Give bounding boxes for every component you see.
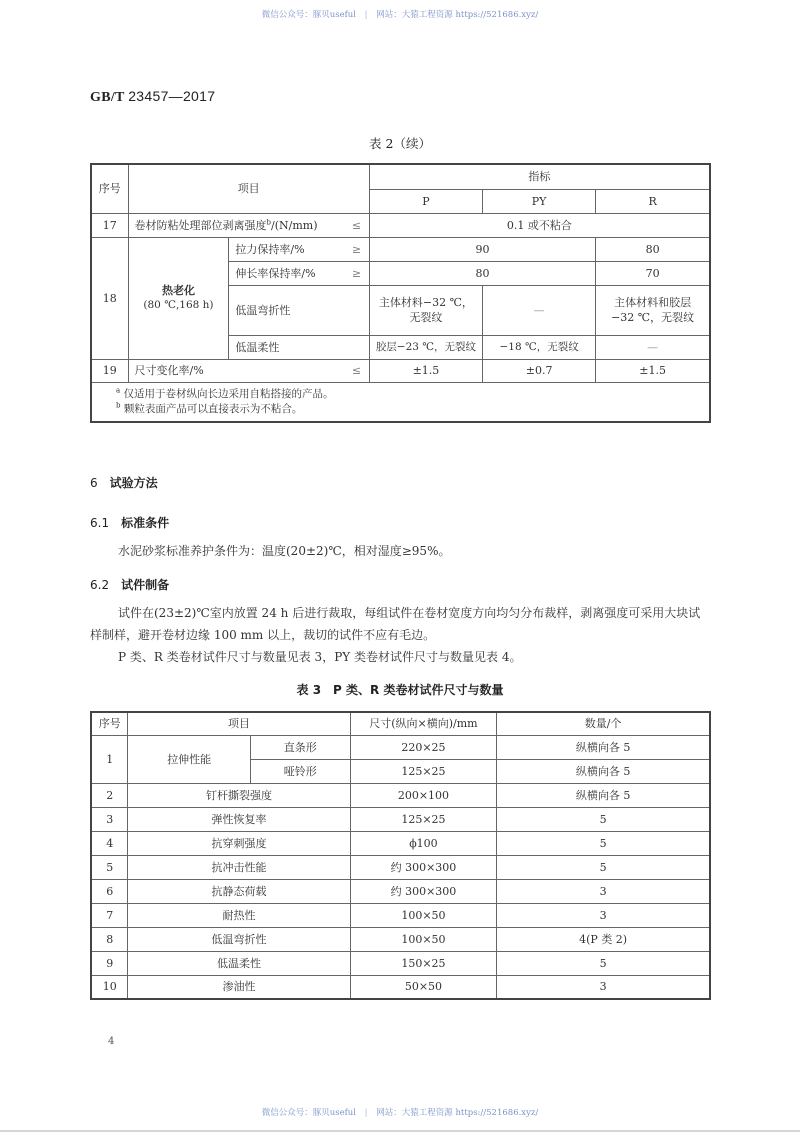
row-item: 耐热性 [128,903,350,927]
item-text: 卷材防粘处理部位剥离强度 [134,218,267,232]
table-row [91,927,710,951]
r-value: 主体材料和胶层−32 ℃，无裂纹 [596,285,710,335]
row-item [128,213,344,237]
row-item: 尺寸变化率/% [128,359,344,382]
py-value: −18 ℃，无裂纹 [483,335,596,359]
sub-item: 伸长率保持率/% [229,261,344,285]
row-item: 抗冲击性能 [128,855,350,879]
row-seq: 7 [91,903,128,927]
row-seq: 18 [91,237,128,359]
quantity-value: 3 [497,903,710,927]
item-unit: /(N/mm) [271,218,318,232]
py-value: — [483,285,596,335]
section-number: 6 [90,476,98,490]
quantity-value: 4(P 类 2) [497,927,710,951]
quantity-value: 纵横向各 5 [497,759,710,783]
quantity-value: 3 [497,879,710,903]
sub-item: 低温弯折性 [229,285,369,335]
size-value: 约 300×300 [350,855,497,879]
quantity-value: 5 [497,807,710,831]
py-value: ±0.7 [483,359,596,382]
watermark-wechat: 微信公众号：豚贝useful [261,10,356,20]
watermark-website: 网站：大猿工程资源 https://521686.xyz/ [376,1108,539,1118]
table2-caption: 表 2（续） [369,136,431,151]
watermark-separator: | [364,10,368,20]
header-py: PY [483,189,596,213]
footnote-mark: b [116,401,121,409]
sub-item: 低温柔性 [229,335,369,359]
footnote-text: 颗粒表面产品可以直接表示为不粘合。 [123,402,303,415]
row-item: 渗油性 [128,975,350,999]
r-value: 70 [596,261,710,285]
section-title: 试件制备 [121,578,170,592]
watermark-separator: | [364,1108,368,1118]
row-seq: 4 [91,831,128,855]
footnote-a [116,387,709,402]
quantity-value: 3 [497,975,710,999]
standard-code: GB/T [90,90,125,105]
footnote-b [116,402,709,417]
page-number: 4 [108,1036,115,1047]
table-row [91,807,710,831]
footnote-ref: b [266,217,272,226]
size-value: 约 300×300 [350,879,497,903]
size-value: 50×50 [350,975,497,999]
r-value: 80 [596,237,710,261]
section-6-1-text: 水泥砂浆标准养护条件为：温度(20±2)℃，相对湿度≥95%。 [118,544,451,558]
header-indicator: 指标 [369,164,710,189]
size-value: 220×25 [350,735,497,759]
size-value: 125×25 [350,759,497,783]
row-seq: 9 [91,951,128,975]
row-item: 钉杆撕裂强度 [128,783,350,807]
section-title: 试验方法 [109,476,158,490]
row-item: 弹性恢复率 [128,807,350,831]
table3-caption: 表 3 P 类、R 类卷材试件尺寸与数量 [296,683,504,697]
p-py-value: 80 [369,261,595,285]
section-6-1-heading [90,514,169,531]
size-value: 100×50 [350,927,497,951]
p-value: 主体材料−32 ℃，无裂纹 [369,285,482,335]
section-6-2-heading [90,576,169,593]
size-value: ϕ100 [350,831,497,855]
top-watermark [0,8,800,20]
section-6-heading [90,474,158,491]
header-quantity: 数量/个 [497,712,710,735]
group-title: 热老化 [161,284,195,297]
row-seq: 3 [91,807,128,831]
header-seq: 序号 [91,164,128,213]
le-symbol: ≤ [344,213,369,237]
standard-id [90,88,215,106]
quantity-value: 纵横向各 5 [497,735,710,759]
size-value: 200×100 [350,783,497,807]
size-value: 125×25 [350,807,497,831]
quantity-value: 纵横向各 5 [497,783,710,807]
header-seq: 序号 [91,712,128,735]
table-row [91,903,710,927]
group-condition: (80 ℃,168 h) [143,299,214,311]
footnotes [91,382,710,422]
table-row [91,975,710,999]
table-row [91,359,710,382]
p-value: 胶层−23 ℃，无裂纹 [369,335,482,359]
footnote-mark: a [116,386,121,394]
footnote-text: 仅适用于卷材纵向长边采用自粘搭接的产品。 [123,387,334,400]
quantity-value: 5 [497,855,710,879]
section-6-2-para2: P 类、R 类卷材试件尺寸与数量见表 3，PY 类卷材试件尺寸与数量见表 4。 [118,650,522,664]
p-value: ±1.5 [369,359,482,382]
standard-number: 23457—2017 [128,88,216,104]
row-seq: 10 [91,975,128,999]
table-row [91,735,710,759]
header-p: P [369,189,482,213]
header-r: R [596,189,710,213]
row-seq: 6 [91,879,128,903]
size-value: 100×50 [350,903,497,927]
table3 [90,711,711,1000]
row-seq: 5 [91,855,128,879]
r-value: ±1.5 [596,359,710,382]
size-value: 150×25 [350,951,497,975]
row-seq: 1 [91,735,128,783]
section-number: 6.1 [90,516,110,530]
ge-symbol: ≥ [344,261,369,285]
table-row [91,783,710,807]
quantity-value: 5 [497,831,710,855]
row-group: 拉伸性能 [128,735,251,783]
table2 [90,163,711,423]
header-item: 项目 [128,164,369,213]
p-py-value: 90 [369,237,595,261]
header-item: 项目 [128,712,350,735]
ge-symbol: ≥ [344,237,369,261]
section-6-2-para1: 试件在(23±2)℃室内放置 24 h 后进行裁取，每组试件在卷材宽度方向均匀分布裁样，剥离强度可采用大块试样制样，避开卷材边缘 100 mm 以上，裁切的试件不应有毛边。 [90,606,701,642]
row-item: 低温弯折性 [128,927,350,951]
table-row [91,213,710,237]
table-row [91,855,710,879]
r-value: — [596,335,710,359]
table-row [91,879,710,903]
row-seq: 17 [91,213,128,237]
row-seq: 2 [91,783,128,807]
watermark-wechat: 微信公众号：豚贝useful [261,1108,356,1118]
section-title: 标准条件 [121,516,170,530]
row-seq: 19 [91,359,128,382]
table-row [91,237,710,261]
sub-item: 哑铃形 [250,759,350,783]
row-item: 抗静态荷载 [128,879,350,903]
row-item: 抗穿刺强度 [128,831,350,855]
table-row [91,951,710,975]
quantity-value: 5 [497,951,710,975]
row-value: 0.1 或不粘合 [369,213,710,237]
le-symbol: ≤ [344,359,369,382]
watermark-website: 网站：大猿工程资源 https://521686.xyz/ [376,10,539,20]
row-item: 低温柔性 [128,951,350,975]
row-seq: 8 [91,927,128,951]
sub-item: 拉力保持率/% [229,237,344,261]
section-number: 6.2 [90,578,110,592]
row-group [128,237,229,359]
table-row [91,831,710,855]
sub-item: 直条形 [250,735,350,759]
footnotes-row [91,382,710,422]
header-size: 尺寸(纵向×横向)/mm [350,712,497,735]
bottom-watermark [0,1106,800,1118]
